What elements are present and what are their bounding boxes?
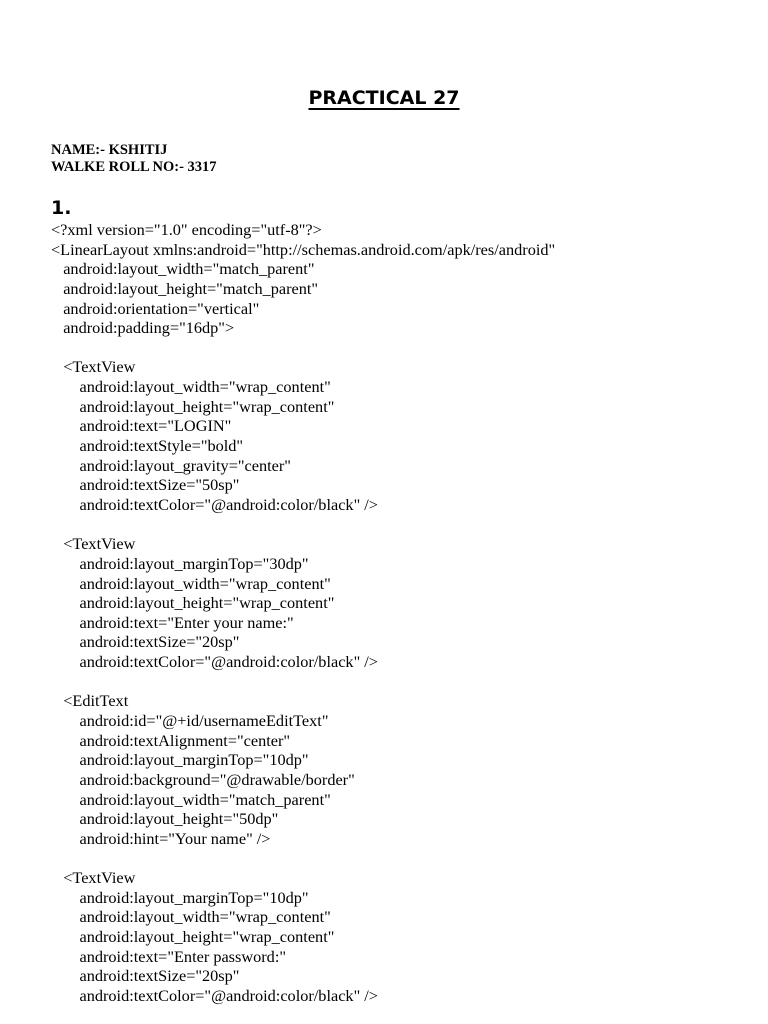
code-line: android:padding="16dp">	[51, 318, 235, 338]
code-line: android:hint="Your name" />	[51, 828, 271, 848]
code-line: android:layout_height="wrap_content"	[51, 927, 335, 947]
code-listing	[51, 220, 555, 1006]
page-title	[0, 86, 768, 110]
code-line: android:layout_height="wrap_content"	[51, 593, 335, 613]
code-line: android:id="@+id/usernameEditText"	[51, 711, 329, 731]
code-line: android:orientation="vertical"	[51, 298, 260, 318]
code-line: <?xml version="1.0" encoding="utf-8"?>	[51, 220, 322, 239]
code-line: android:layout_width="match_parent"	[51, 259, 315, 279]
page-title-text: PRACTICAL 27	[308, 87, 460, 109]
code-line: android:layout_height="match_parent"	[51, 278, 319, 298]
code-line: android:text="Enter password:"	[51, 946, 286, 966]
code-line: android:layout_width="match_parent"	[51, 789, 331, 809]
code-line: <TextView	[51, 868, 136, 888]
code-line: android:textColor="@android:color/black" />	[51, 494, 378, 514]
code-line	[51, 849, 555, 869]
code-line: android:layout_width="wrap_content"	[51, 907, 331, 927]
code-line: android:layout_marginTop="10dp"	[51, 887, 309, 907]
code-line: android:layout_width="wrap_content"	[51, 377, 331, 397]
code-line: android:textAlignment="center"	[51, 730, 291, 750]
code-line: <TextView	[51, 357, 136, 377]
code-line: android:text="Enter your name:"	[51, 612, 294, 632]
code-line: android:text="LOGIN"	[51, 416, 232, 436]
code-line: android:layout_width="wrap_content"	[51, 573, 331, 593]
code-line: android:textColor="@android:color/black" />	[51, 652, 378, 672]
code-line	[51, 338, 555, 358]
student-roll-line: WALKE ROLL NO:- 3317	[51, 159, 217, 175]
code-line: android:layout_gravity="center"	[51, 455, 291, 475]
code-line: android:textStyle="bold"	[51, 436, 244, 456]
section-number: 1.	[51, 197, 72, 219]
code-line: <TextView	[51, 534, 136, 554]
code-line	[51, 672, 555, 692]
code-line: android:textSize="50sp"	[51, 475, 240, 495]
code-line: android:textSize="20sp"	[51, 632, 240, 652]
code-line: android:layout_height="50dp"	[51, 809, 279, 829]
student-info	[51, 142, 217, 176]
code-line: android:textSize="20sp"	[51, 966, 240, 986]
student-name-line: NAME:- KSHITIJ	[51, 142, 168, 158]
code-line: android:layout_height="wrap_content"	[51, 396, 335, 416]
code-line: android:textColor="@android:color/black" />	[51, 985, 378, 1005]
code-line: android:background="@drawable/border"	[51, 769, 355, 789]
code-line: <EditText	[51, 691, 129, 711]
code-line: <LinearLayout xmlns:android="http://schemas.android.com/apk/res/android"	[51, 239, 556, 259]
code-line: android:layout_marginTop="30dp"	[51, 553, 309, 573]
code-line: android:layout_marginTop="10dp"	[51, 750, 309, 770]
code-line	[51, 515, 555, 535]
